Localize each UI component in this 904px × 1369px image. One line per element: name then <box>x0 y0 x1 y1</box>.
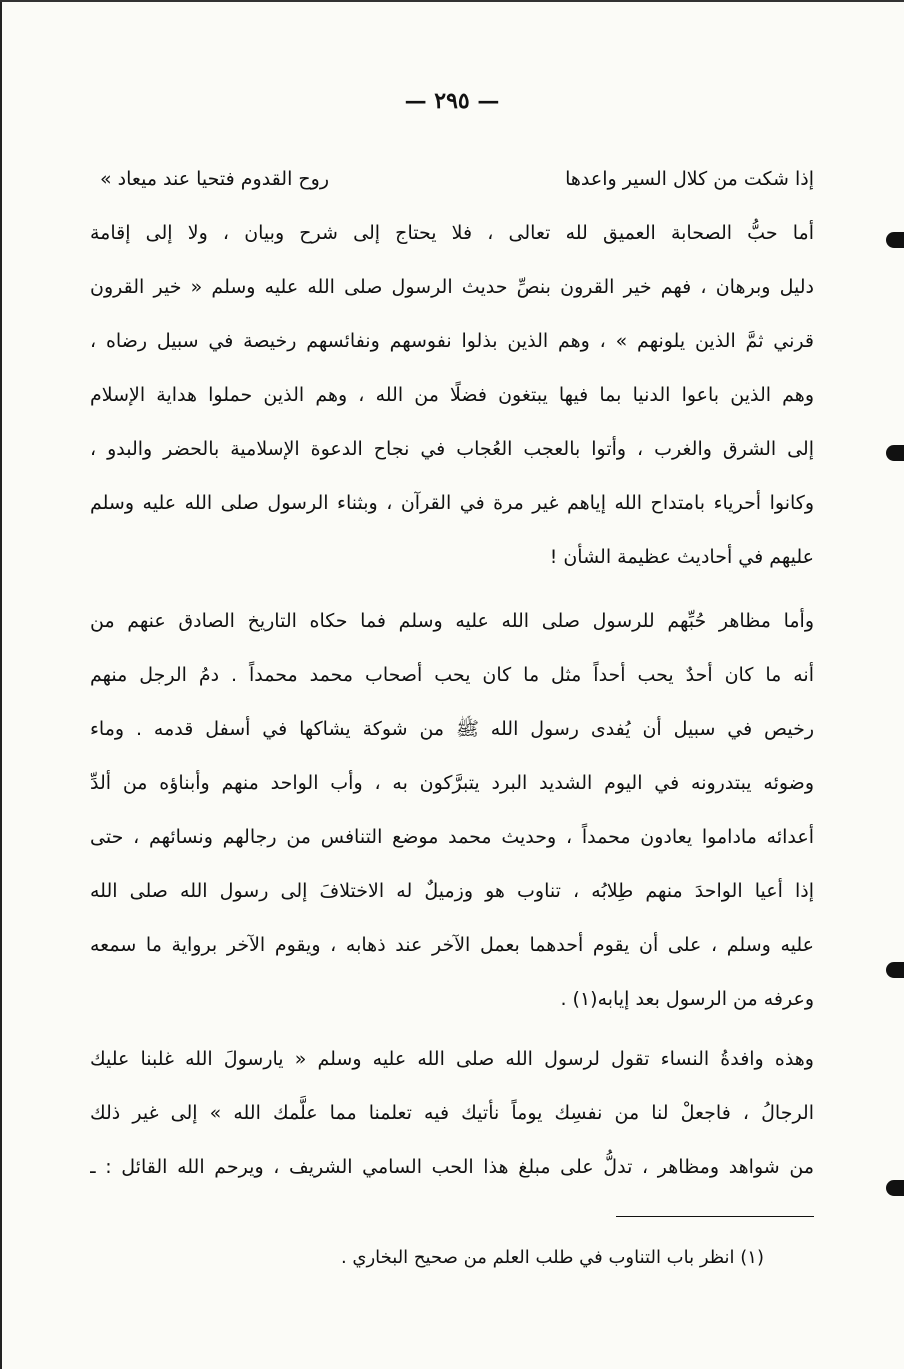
text-line: الرجالُ ، فاجعلْ لنا من نفسِك يوماً نأتيك فيه تعلمنا مما علَّمك الله » إلى غير ذلك <box>90 1102 814 1124</box>
text-line: دليل وبرهان ، فهم خير القرون بنصِّ حديث الرسول صلى الله عليه وسلم « خير القرون <box>90 276 814 298</box>
text-line: وعرفه من الرسول بعد إيابه(١) . <box>560 988 814 1010</box>
paragraph-2 <box>90 594 814 1026</box>
binding-hole-mark <box>886 1180 904 1196</box>
text-line: وكانوا أحرياء بامتداح الله إياهم غير مرة في القرآن ، وبثناء الرسول صلى الله عليه وسلم <box>90 492 814 514</box>
page-number: — ٢٩٥ — <box>404 88 500 114</box>
text-line: عليه وسلم ، على أن يقوم أحدهما بعمل الآخر عند ذهابه ، ويقوم الآخر برواية ما سمعه <box>90 934 814 956</box>
paragraph-1 <box>90 206 814 584</box>
text-line: وأما مظاهر حُبِّهم للرسول صلى الله عليه وسلم فما حكاه التاريخ الصادق عنهم من <box>90 610 814 632</box>
footnote: (١) انظر باب التناوب في طلب العلم من صحيح البخاري . <box>340 1247 764 1268</box>
text-line: أما حبُّ الصحابة العميق لله تعالى ، فلا يحتاج إلى شرح وبيان ، ولا إلى إقامة <box>90 222 814 244</box>
binding-hole-mark <box>886 232 904 248</box>
text-line: عليهم في أحاديث عظيمة الشأن ! <box>549 546 814 568</box>
text-line: من شواهد ومظاهر ، تدلُّ على مبلغ هذا الحب السامي الشريف ، ويرحم الله القائل : ـ <box>90 1156 814 1178</box>
scan-edge-top <box>0 0 904 2</box>
verse-hemistich-first: إذا شكت من كلال السير واعدها <box>565 168 814 190</box>
verse-hemistich-second: روح القدوم فتحيا عند ميعاد » <box>100 168 330 190</box>
scan-edge-left <box>0 0 2 1369</box>
footnote-separator <box>616 1216 814 1217</box>
text-line: أنه ما كان أحدٌ يحب أحداً مثل ما كان يحب أصحاب محمد محمداً . دمُ الرجل منهم <box>90 664 814 686</box>
binding-hole-mark <box>886 445 904 461</box>
text-line: وهم الذين باعوا الدنيا بما فيها يبتغون فضلًا من الله ، وهم الذين حملوا هداية الإسلام <box>90 384 814 406</box>
text-line: أعدائه ماداموا يعادون محمداً ، وحديث محمد موضع التنافس من رجالهم ونسائهم ، حتى <box>90 826 814 848</box>
text-line: إلى الشرق والغرب ، وأتوا بالعجب العُجاب في نجاح الدعوة الإسلامية بالحضر والبدو ، <box>90 438 814 460</box>
text-line: وهذه وافدةُ النساء تقول لرسول الله صلى الله عليه وسلم « يارسولَ الله غلبنا عليك <box>90 1048 814 1070</box>
verse-line <box>100 152 814 206</box>
text-line: قرني ثمَّ الذين يلونهم » ، وهم الذين بذلوا نفوسهم ونفائسهم رخيصة في سبيل رضاه ، <box>90 330 814 352</box>
text-line: وضوئه يبتدرونه في اليوم الشديد البرد يتبرَّكون به ، وأب الواحد منهم وأبناؤه من ألدِّ <box>90 772 814 794</box>
text-line: إذا أعيا الواحدَ منهم طِلابُه ، تناوب هو وزميلٌ له الاختلافَ إلى رسول الله صلى الله <box>90 880 814 902</box>
binding-hole-mark <box>886 962 904 978</box>
paragraph-3 <box>90 1032 814 1194</box>
text-line: رخيص في سبيل أن يُفدى رسول الله ﷺ من شوكة يشاكها في أسفل قدمه . وماء <box>90 718 814 740</box>
